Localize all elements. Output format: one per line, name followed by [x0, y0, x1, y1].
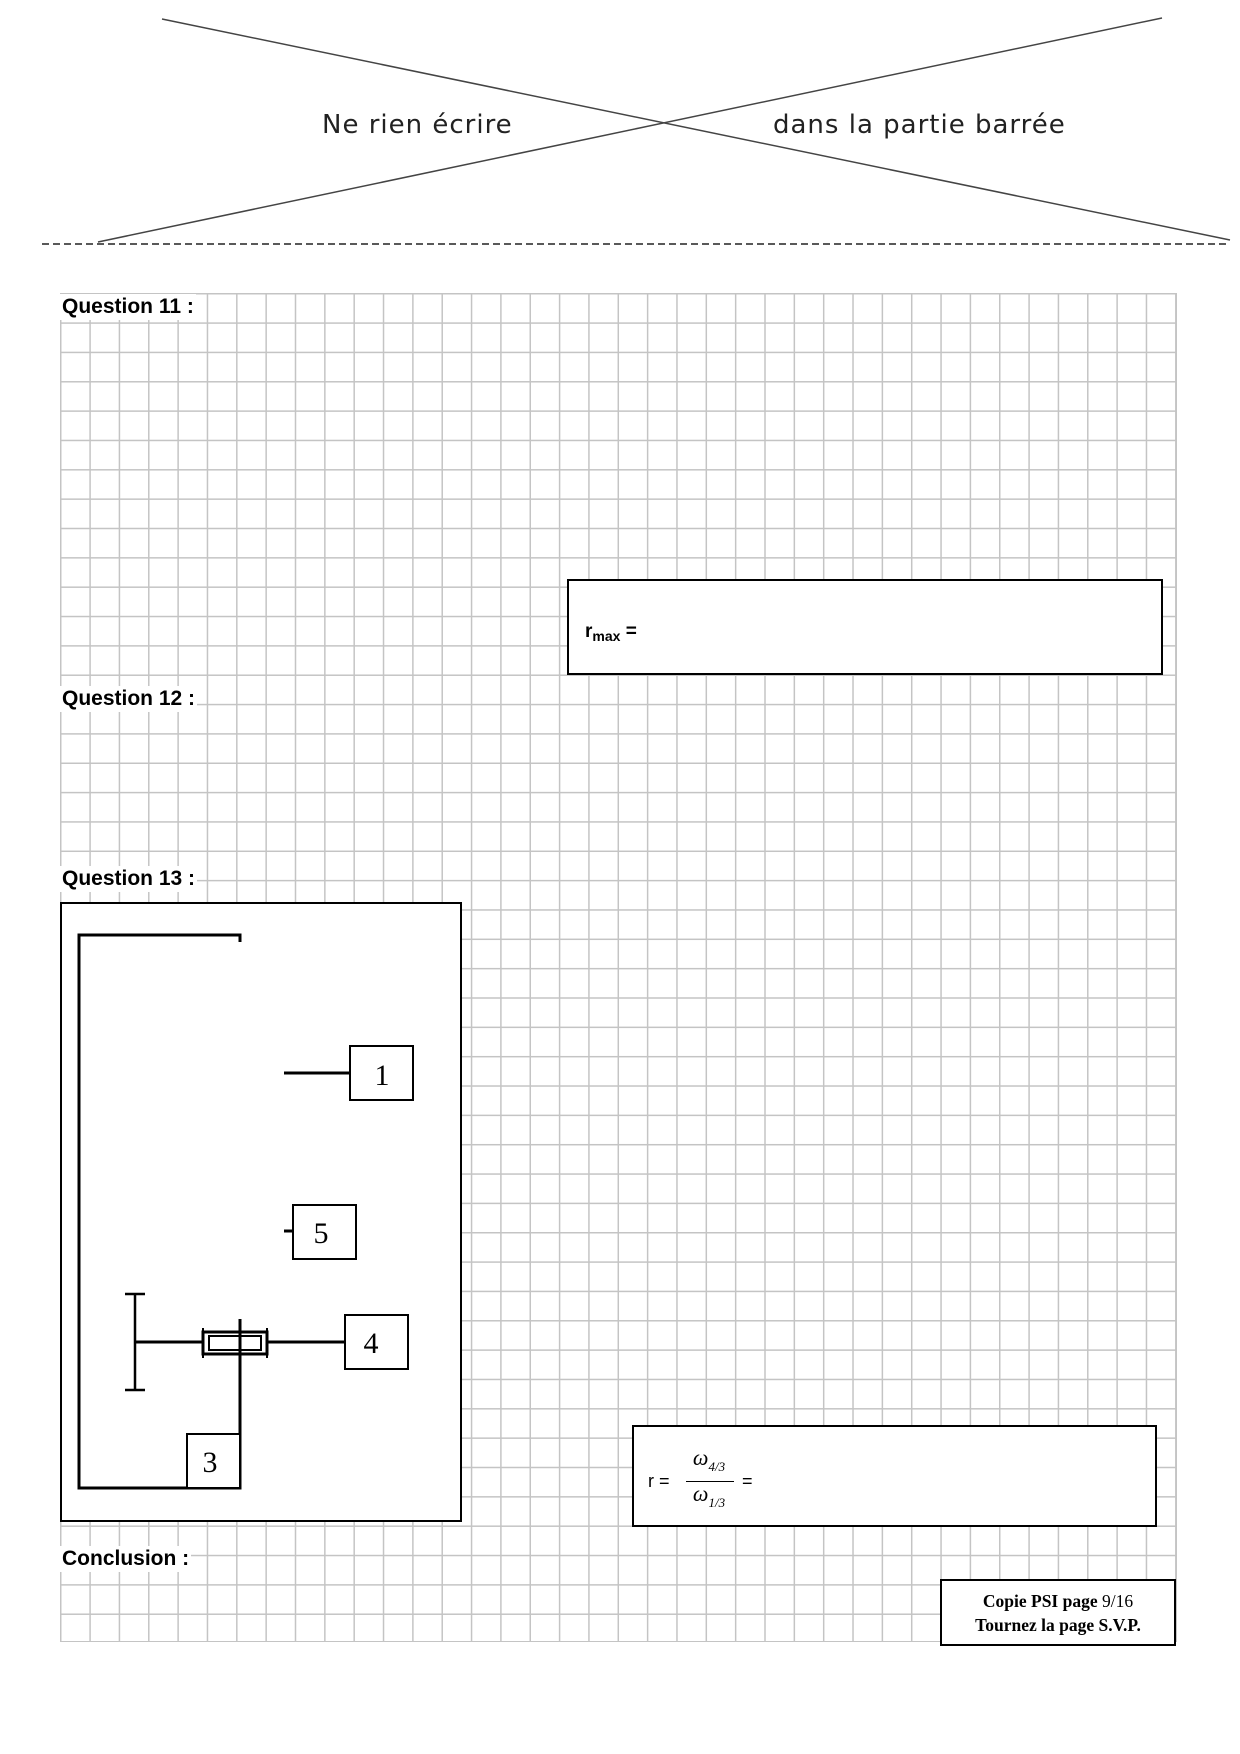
barred-zone-right-text: dans la partie barrée	[773, 110, 1066, 140]
schema-drawing	[62, 904, 464, 1524]
omega-4-3-symbol: ω	[692, 1445, 709, 1470]
footer-copy-label: Copie PSI page	[982, 1591, 1098, 1611]
r-denominator	[686, 1481, 732, 1510]
rmax-subscript: max	[592, 628, 621, 644]
footer-turn-page: Tournez la page S.V.P.	[975, 1615, 1141, 1635]
footer-page-number: 9/16	[1101, 1591, 1134, 1611]
question-12-label: Question 12 :	[62, 687, 196, 710]
rmax-formula	[585, 621, 637, 644]
r-equals: =	[742, 1471, 753, 1491]
barred-zone-left-text: Ne rien écrire	[322, 110, 513, 140]
header-barred-zone	[0, 0, 1240, 250]
part-1-label: 1	[374, 1059, 390, 1092]
r-lhs: r =	[648, 1471, 670, 1491]
rmax-symbol: r	[585, 621, 593, 642]
omega-1-3-sub: 1/3	[708, 1495, 726, 1510]
rmax-answer-box[interactable]	[567, 579, 1163, 675]
part-5-label: 5	[313, 1217, 329, 1250]
omega-4-3-sub: 4/3	[708, 1459, 726, 1474]
question-11-label: Question 11 :	[62, 295, 194, 318]
omega-1-3-symbol: ω	[692, 1481, 709, 1506]
frame-3-outline	[79, 935, 240, 1488]
kinematic-schema	[60, 902, 462, 1522]
question-13-label: Question 13 :	[62, 867, 196, 890]
part-4-label: 4	[363, 1327, 379, 1360]
r-numerator	[686, 1445, 732, 1474]
rmax-equals: =	[625, 621, 637, 642]
footer-line-1	[942, 1589, 1174, 1613]
footer-line-2	[942, 1613, 1174, 1637]
r-answer-box[interactable]	[632, 1425, 1157, 1527]
page-footer-box	[940, 1579, 1176, 1646]
conclusion-label: Conclusion :	[62, 1547, 190, 1570]
part-3-label: 3	[202, 1446, 218, 1479]
